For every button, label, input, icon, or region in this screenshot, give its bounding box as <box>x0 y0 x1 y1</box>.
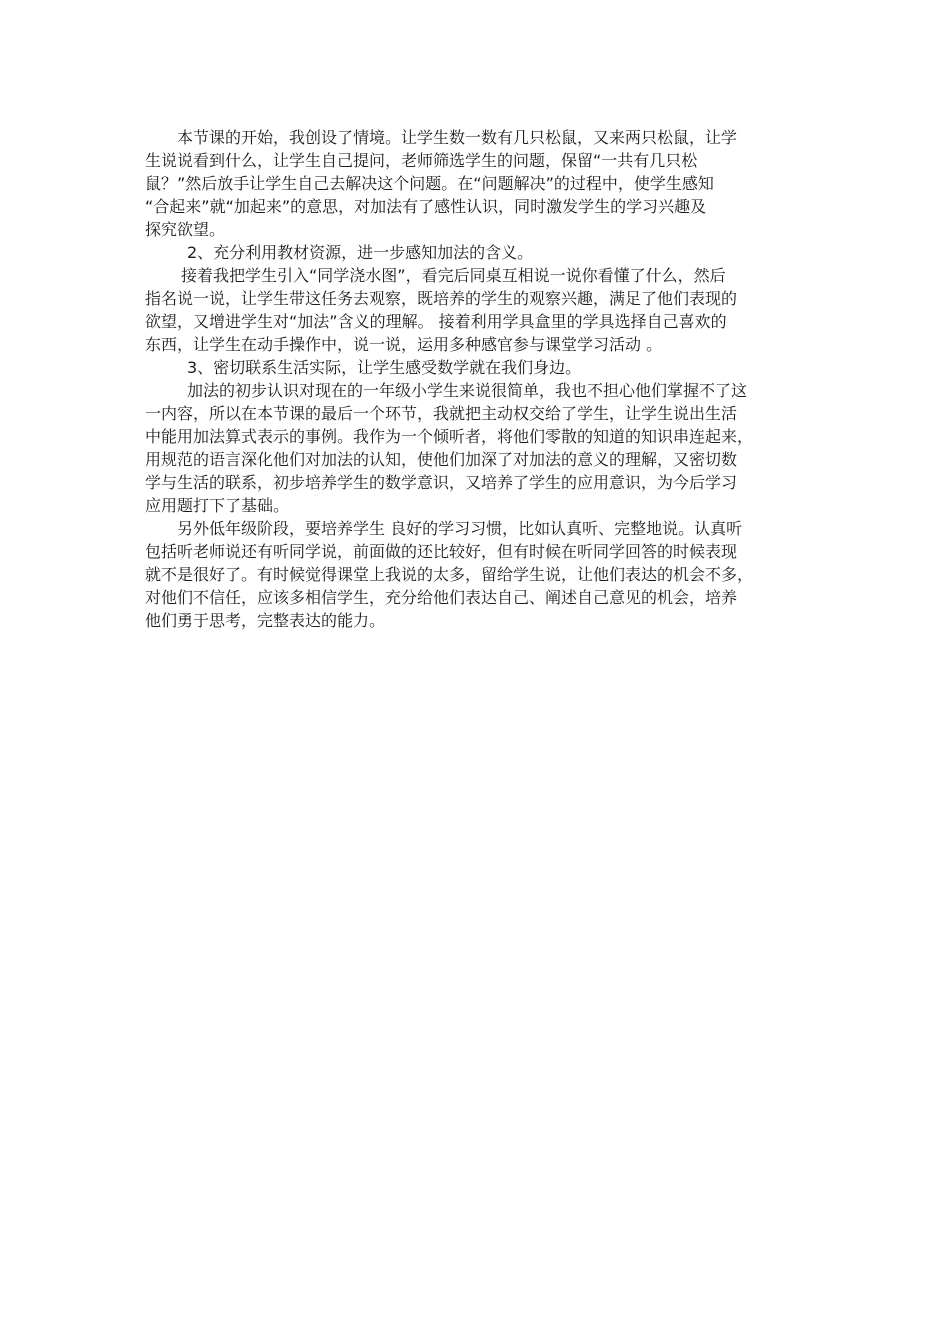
paragraph-3-line-1: 接着我把学生引入“同学浇水图”，看完后同桌互相说一说你看懂了什么，然后 <box>181 266 726 285</box>
paragraph-5-line-4: 用规范的语言深化他们对加法的认知，使他们加深了对加法的意义的理解，又密切数 <box>145 450 738 469</box>
paragraph-3-line-4: 东西，让学生在动手操作中，说一说，运用多种感官参与课堂学习活动 。 <box>145 335 663 354</box>
paragraph-1-line-2: 生说说看到什么，让学生自己提问，老师筛选学生的问题，保留“一共有几只松 <box>145 151 698 170</box>
paragraph-1-line-4: “合起来”就“加起来”的意思，对加法有了感性认识，同时激发学生的学习兴趣及 <box>145 197 707 216</box>
paragraph-6-line-5: 他们勇于思考，完整表达的能力。 <box>145 611 386 630</box>
paragraph-1-line-3: 鼠？”然后放手让学生自己去解决这个问题。在“问题解决”的过程中，使学生感知 <box>145 174 714 193</box>
paragraph-6-line-3: 就不是很好了。有时候觉得课堂上我说的太多，留给学生说，让他们表达的机会不多， <box>145 565 754 584</box>
paragraph-5-line-1: 加法的初步认识对现在的一年级小学生来说很简单，我也不担心他们掌握不了这 <box>187 381 748 400</box>
paragraph-1-line-1: 本节课的开始，我创设了情境。让学生数一数有几只松鼠，又来两只松鼠，让学 <box>177 128 738 147</box>
section-heading-3: 3、密切联系生活实际，让学生感受数学就在我们身边。 <box>187 358 582 377</box>
paragraph-3-line-2: 指名说一说，让学生带这任务去观察，既培养的学生的观察兴趣，满足了他们表现的 <box>145 289 738 308</box>
section-heading-2: 2、充分利用教材资源，进一步感知加法的含义。 <box>187 243 534 262</box>
paragraph-5-line-3: 中能用加法算式表示的事例。我作为一个倾听者，将他们零散的知道的知识串连起来， <box>145 427 754 446</box>
paragraph-6-line-1: 另外低年级阶段，要培养学生 良好的学习习惯，比如认真听、完整地说。认真听 <box>177 519 743 538</box>
paragraph-3-line-3: 欲望，又增进学生对“加法”含义的理解。 接着利用学具盒里的学具选择自己喜欢的 <box>145 312 727 331</box>
paragraph-5-line-2: 一内容，所以在本节课的最后一个环节，我就把主动权交给了学生，让学生说出生活 <box>145 404 738 423</box>
paragraph-1-line-5: 探究欲望。 <box>145 220 226 239</box>
paragraph-6-line-2: 包括听老师说还有听同学说，前面做的还比较好，但有时候在听同学回答的时候表现 <box>145 542 738 561</box>
paragraph-6-line-4: 对他们不信任，应该多相信学生，充分给他们表达自己、阐述自己意见的机会，培养 <box>145 588 738 607</box>
paragraph-5-line-5: 学与生活的联系，初步培养学生的数学意识，又培养了学生的应用意识，为今后学习 <box>145 473 738 492</box>
document-body <box>145 126 805 632</box>
paragraph-5-line-6: 应用题打下了基础。 <box>145 496 290 515</box>
